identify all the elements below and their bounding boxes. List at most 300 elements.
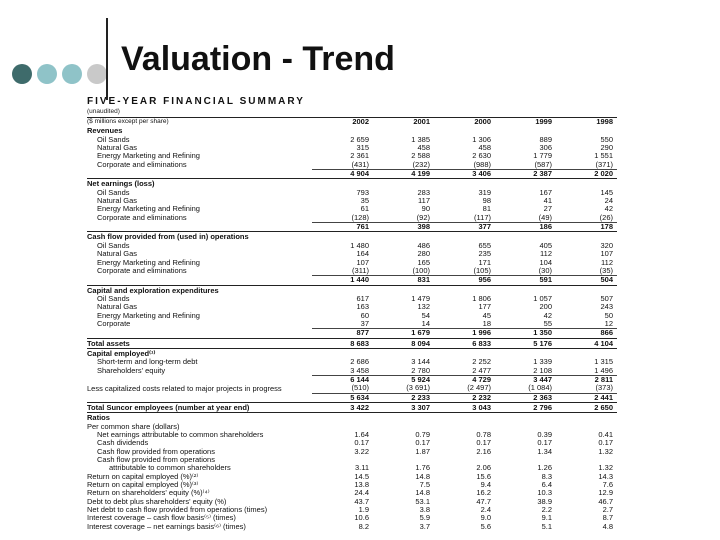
row-value: 13.8 xyxy=(354,481,369,490)
row-value xyxy=(495,126,556,135)
row-value: 1.34 xyxy=(537,447,552,456)
row-value: 243 xyxy=(600,303,613,312)
table-row xyxy=(87,423,617,431)
row-value: 2 588 xyxy=(411,152,430,161)
row-value xyxy=(312,232,373,242)
row-label: Corporate xyxy=(97,319,131,329)
row-value: (311) xyxy=(352,266,369,275)
row-value: 2 252 xyxy=(472,358,491,367)
year-header: 2000 xyxy=(474,118,491,126)
section-row xyxy=(87,338,617,348)
row-value: 306 xyxy=(539,144,552,153)
row-value: 2 659 xyxy=(350,135,369,144)
row-label: Capital employed⁽¹⁾ xyxy=(87,348,312,358)
row-value xyxy=(495,285,556,295)
row-value: 793 xyxy=(356,188,369,197)
row-label: Energy Marketing and Refining xyxy=(97,258,200,267)
row-value: 235 xyxy=(478,250,491,259)
row-value: 2 020 xyxy=(556,170,617,179)
row-label: Corporate and eliminations xyxy=(97,266,187,276)
row-value: 1.26 xyxy=(537,464,552,473)
row-label: Energy Marketing and Refining xyxy=(97,152,200,161)
row-value: 112 xyxy=(601,258,613,267)
row-value: 4.8 xyxy=(602,522,613,531)
row-value: 1 996 xyxy=(434,329,495,338)
row-value: 3 406 xyxy=(434,170,495,179)
row-label: Natural Gas xyxy=(97,197,138,206)
row-value: (105) xyxy=(473,266,491,275)
row-value: 61 xyxy=(360,205,369,214)
row-label: Energy Marketing and Refining xyxy=(97,311,200,320)
decorative-dots xyxy=(12,64,107,84)
row-value: 5 634 xyxy=(312,393,373,402)
row-value: 145 xyxy=(600,188,613,197)
table-row xyxy=(87,456,617,464)
table-row xyxy=(87,489,617,497)
row-value: 405 xyxy=(539,241,552,250)
row-value: 290 xyxy=(600,144,613,153)
row-value: (988) xyxy=(473,160,491,169)
row-value xyxy=(495,348,556,358)
row-value: 12.9 xyxy=(598,489,613,498)
row-value: 2 363 xyxy=(495,393,556,402)
row-value xyxy=(495,232,556,242)
row-value: 81 xyxy=(482,205,491,214)
table-row xyxy=(87,295,617,303)
row-value: 2 387 xyxy=(495,170,556,179)
row-value xyxy=(434,423,495,431)
row-value xyxy=(373,456,434,464)
row-value: 2.16 xyxy=(476,447,491,456)
table-row xyxy=(87,358,617,366)
row-value xyxy=(556,126,617,135)
row-value xyxy=(495,456,556,464)
row-value: 165 xyxy=(417,258,430,267)
row-value xyxy=(373,126,434,135)
row-value: 1 479 xyxy=(411,294,430,303)
row-value xyxy=(312,456,373,464)
row-value: 8.2 xyxy=(358,522,369,531)
row-value: 164 xyxy=(356,250,369,259)
section-row xyxy=(87,285,617,295)
row-value: 1 679 xyxy=(373,329,434,338)
row-value: (232) xyxy=(412,160,430,169)
row-value: 10.6 xyxy=(354,514,369,523)
total-row xyxy=(87,170,617,179)
row-value: 16.2 xyxy=(476,489,491,498)
row-value xyxy=(373,232,434,242)
row-value: 4 904 xyxy=(312,170,373,179)
row-value: 0.17 xyxy=(415,439,430,448)
row-value: 1 440 xyxy=(312,276,373,285)
row-label: Capital and exploration expenditures xyxy=(87,285,312,295)
row-value: 315 xyxy=(356,144,369,153)
row-value: 98 xyxy=(482,197,491,206)
row-value xyxy=(556,285,617,295)
row-value xyxy=(556,348,617,358)
summary-rows xyxy=(87,126,617,531)
row-label: Natural Gas xyxy=(97,303,138,312)
row-value: 14 xyxy=(421,319,430,328)
table-row xyxy=(87,481,617,489)
units-note: ($ millions except per share) xyxy=(87,118,169,125)
year-header-row xyxy=(87,118,617,126)
row-value: 107 xyxy=(356,258,369,267)
row-value xyxy=(434,348,495,358)
table-row xyxy=(87,267,617,276)
table-row xyxy=(87,189,617,197)
row-value: 14.8 xyxy=(415,472,430,481)
table-row xyxy=(87,320,617,329)
row-value: 37 xyxy=(360,319,369,328)
table-row xyxy=(87,312,617,320)
row-value: 0.17 xyxy=(354,439,369,448)
year-header: 1999 xyxy=(535,118,552,126)
table-row xyxy=(87,384,617,393)
row-value: 866 xyxy=(556,329,617,338)
row-value: 10.3 xyxy=(537,489,552,498)
row-value: 53.1 xyxy=(415,497,430,506)
row-label: Less capitalized costs related to major projects in progress xyxy=(87,384,282,393)
section-row xyxy=(87,413,617,423)
total-row xyxy=(87,393,617,402)
row-value: 42 xyxy=(604,205,613,214)
row-value xyxy=(434,179,495,189)
total-row xyxy=(87,329,617,338)
table-row xyxy=(87,250,617,258)
row-label: Corporate and eliminations xyxy=(97,160,187,169)
row-value: 1 057 xyxy=(533,294,552,303)
table-row xyxy=(87,259,617,267)
row-label: Return on shareholders' equity (%)⁽⁴⁾ xyxy=(87,489,210,498)
year-header: 2002 xyxy=(352,118,369,126)
row-value: 458 xyxy=(417,144,430,153)
row-value: 6.4 xyxy=(541,481,552,490)
table-row xyxy=(87,367,617,376)
row-label: Oil Sands xyxy=(97,241,130,250)
row-value: 1 306 xyxy=(472,135,491,144)
summary-subheading: (unaudited) xyxy=(87,108,120,115)
row-value: 90 xyxy=(421,205,430,214)
row-value xyxy=(495,413,556,423)
row-value: 2.06 xyxy=(476,464,491,473)
row-value: 591 xyxy=(495,276,556,285)
row-value: 2.4 xyxy=(480,506,491,515)
row-value: (117) xyxy=(474,213,491,222)
row-value: 2 796 xyxy=(495,403,556,413)
row-value: 2 630 xyxy=(472,152,491,161)
row-value xyxy=(312,126,373,135)
row-value: 47.7 xyxy=(476,497,491,506)
row-value xyxy=(556,413,617,423)
row-value xyxy=(495,179,556,189)
row-label: Per common share (dollars) xyxy=(87,422,180,431)
row-value: 43.7 xyxy=(354,497,369,506)
row-value: 5 924 xyxy=(373,375,434,384)
row-value: 1 480 xyxy=(350,241,369,250)
row-value: 2 811 xyxy=(556,375,617,384)
row-value: 1 315 xyxy=(594,358,613,367)
row-label xyxy=(87,375,312,384)
row-value xyxy=(312,413,373,423)
row-value: 655 xyxy=(478,241,491,250)
row-value xyxy=(495,423,556,431)
row-value: 9.1 xyxy=(541,514,552,523)
row-value: 1 806 xyxy=(472,294,491,303)
row-value: 8.7 xyxy=(602,514,613,523)
row-value: 1 385 xyxy=(411,135,430,144)
row-value: 377 xyxy=(434,223,495,232)
row-value: (1 084) xyxy=(528,384,552,393)
row-value: 132 xyxy=(417,303,430,312)
row-value: (128) xyxy=(351,213,369,222)
row-value xyxy=(434,456,495,464)
row-value: 42 xyxy=(543,311,552,320)
row-value: 15.6 xyxy=(476,472,491,481)
row-value: 107 xyxy=(600,250,613,259)
row-value: 3.7 xyxy=(419,522,430,531)
row-value: 2 686 xyxy=(350,358,369,367)
row-label xyxy=(87,223,312,232)
row-value: 3 422 xyxy=(312,403,373,413)
row-value: 5.6 xyxy=(480,522,491,531)
row-value: 1.76 xyxy=(415,464,430,473)
row-value: 7.5 xyxy=(419,481,430,490)
row-value: 186 xyxy=(495,223,556,232)
row-value: 3 043 xyxy=(434,403,495,413)
row-value: 458 xyxy=(478,144,491,153)
row-label: Natural Gas xyxy=(97,250,138,259)
row-value: 4 729 xyxy=(434,375,495,384)
row-value: 2 232 xyxy=(434,393,495,402)
row-value: 0.79 xyxy=(415,431,430,440)
row-value: 8 094 xyxy=(373,338,434,348)
row-value xyxy=(373,348,434,358)
total-row xyxy=(87,276,617,285)
row-value xyxy=(312,179,373,189)
row-value xyxy=(556,232,617,242)
row-value: 5.1 xyxy=(541,522,552,531)
row-label xyxy=(87,276,312,285)
row-value: (35) xyxy=(599,266,613,275)
title-divider xyxy=(106,18,108,100)
row-value: 3.22 xyxy=(354,447,369,456)
row-value: 1 551 xyxy=(594,152,613,161)
row-value: 2 441 xyxy=(556,393,617,402)
row-value: 3.8 xyxy=(419,506,430,515)
row-value: 3 447 xyxy=(495,375,556,384)
table-row xyxy=(87,197,617,205)
dot-dark xyxy=(12,64,32,84)
row-value: 320 xyxy=(600,241,613,250)
row-value: 2 233 xyxy=(373,393,434,402)
row-value xyxy=(556,456,617,464)
row-label: Oil Sands xyxy=(97,294,130,303)
row-label: Oil Sands xyxy=(97,188,130,197)
row-label: Ratios xyxy=(87,413,312,423)
row-value xyxy=(312,423,373,431)
row-value: 2.7 xyxy=(602,506,613,515)
table-row xyxy=(87,242,617,250)
row-value: 7.6 xyxy=(602,481,613,490)
row-value: 617 xyxy=(356,294,369,303)
row-label: Oil Sands xyxy=(97,135,130,144)
row-value: 5.9 xyxy=(419,514,430,523)
row-value: (2 497) xyxy=(467,384,491,393)
row-value: 8 683 xyxy=(312,338,373,348)
row-value: (587) xyxy=(534,160,552,169)
row-value: 3 458 xyxy=(350,366,369,375)
year-header: 2001 xyxy=(413,118,430,126)
row-value: 1 350 xyxy=(495,329,556,338)
row-value: (92) xyxy=(416,213,430,222)
row-label: Interest coverage – cash flow basis⁽⁵⁾ (times) xyxy=(87,514,236,523)
row-label: Debt to debt plus shareholders' equity (%) xyxy=(87,497,227,506)
row-label: Cash flow provided from (used in) operations xyxy=(87,232,312,242)
slide-title: Valuation - Trend xyxy=(121,40,395,78)
row-label: Return on capital employed (%)⁽²⁾ xyxy=(87,472,199,481)
row-value: 0.78 xyxy=(476,431,491,440)
row-label: Total assets xyxy=(87,338,312,348)
financial-summary-document xyxy=(87,96,617,531)
row-value: 12 xyxy=(604,319,613,328)
row-label: Shareholders' equity xyxy=(97,366,166,375)
year-header: 1998 xyxy=(596,118,613,126)
row-value xyxy=(434,285,495,295)
row-value: 8.3 xyxy=(541,472,552,481)
row-value xyxy=(434,413,495,423)
row-label: Interest coverage – net earnings basis⁽⁶⁾ (times) xyxy=(87,522,246,531)
total-row xyxy=(87,375,617,384)
row-value: 3 307 xyxy=(373,403,434,413)
row-value xyxy=(373,413,434,423)
row-value: 4 104 xyxy=(556,338,617,348)
table-row xyxy=(87,506,617,514)
row-value: 1 496 xyxy=(594,366,613,375)
row-value: 27 xyxy=(543,205,552,214)
row-value: 167 xyxy=(539,188,552,197)
row-value: 2 108 xyxy=(533,366,552,375)
row-value: 9.4 xyxy=(480,481,491,490)
row-value: 283 xyxy=(417,188,430,197)
row-value: 24.4 xyxy=(354,489,369,498)
row-value: (431) xyxy=(351,160,369,169)
row-value: 0.17 xyxy=(537,439,552,448)
table-row xyxy=(87,439,617,447)
row-value: 0.39 xyxy=(537,431,552,440)
row-value xyxy=(312,348,373,358)
row-value: 14.3 xyxy=(598,472,613,481)
row-value: 2 477 xyxy=(472,366,491,375)
row-label: attributable to common shareholders xyxy=(109,464,231,473)
table-row xyxy=(87,205,617,213)
row-value: (373) xyxy=(595,384,613,393)
row-value: 0.17 xyxy=(476,439,491,448)
financial-summary-table xyxy=(87,118,617,531)
row-value: 2 650 xyxy=(556,403,617,413)
table-row xyxy=(87,498,617,506)
row-label: Energy Marketing and Refining xyxy=(97,205,200,214)
row-value xyxy=(434,232,495,242)
row-value: 486 xyxy=(417,241,430,250)
row-value: 14.8 xyxy=(415,489,430,498)
row-label: Cash dividends xyxy=(97,439,149,448)
table-row xyxy=(87,523,617,531)
dot-light xyxy=(87,64,107,84)
row-value: 41 xyxy=(543,197,552,206)
dot-mid-2 xyxy=(62,64,82,84)
table-row xyxy=(87,303,617,311)
row-value: 3 144 xyxy=(411,358,430,367)
row-value: (3 691) xyxy=(406,384,430,393)
row-value: 319 xyxy=(478,188,491,197)
row-value: 1 779 xyxy=(533,152,552,161)
row-value: 14.5 xyxy=(354,472,369,481)
row-value: 9.0 xyxy=(480,514,491,523)
row-value: 2 780 xyxy=(411,366,430,375)
section-row xyxy=(87,179,617,189)
row-value: 38.9 xyxy=(537,497,552,506)
row-label: Return on capital employed (%)⁽³⁾ xyxy=(87,481,199,490)
row-value: 60 xyxy=(360,311,369,320)
row-value: (371) xyxy=(595,160,613,169)
row-value: (510) xyxy=(351,384,369,393)
row-value xyxy=(434,126,495,135)
table-row xyxy=(87,448,617,456)
total-row xyxy=(87,223,617,232)
table-row xyxy=(87,473,617,481)
row-value: 171 xyxy=(478,258,491,267)
row-label: Net debt to cash flow provided from operations (times) xyxy=(87,506,268,515)
row-value: 280 xyxy=(417,250,430,259)
row-value xyxy=(373,179,434,189)
row-value: 46.7 xyxy=(598,497,613,506)
row-value: 877 xyxy=(312,329,373,338)
row-label: Corporate and eliminations xyxy=(97,213,187,223)
row-value: (30) xyxy=(538,266,552,275)
row-value: 35 xyxy=(360,197,369,206)
row-value: 0.41 xyxy=(598,431,613,440)
row-value: 112 xyxy=(540,250,552,259)
row-value: 1.32 xyxy=(598,447,613,456)
row-value: 1.87 xyxy=(415,447,430,456)
row-label: Short-term and long-term debt xyxy=(97,358,198,367)
row-value: 18 xyxy=(482,319,491,328)
section-row xyxy=(87,126,617,135)
row-value: 398 xyxy=(373,223,434,232)
row-value: 761 xyxy=(312,223,373,232)
row-value: 507 xyxy=(600,294,613,303)
row-value: 2 361 xyxy=(350,152,369,161)
row-value: 831 xyxy=(373,276,434,285)
table-row xyxy=(87,464,617,472)
row-value xyxy=(556,423,617,431)
row-label: Net earnings (loss) xyxy=(87,179,312,189)
row-value: 1 339 xyxy=(533,358,552,367)
row-value xyxy=(373,423,434,431)
row-value: 889 xyxy=(539,135,552,144)
row-value: 178 xyxy=(556,223,617,232)
table-row xyxy=(87,144,617,152)
row-value: 50 xyxy=(604,311,613,320)
row-value: 5 176 xyxy=(495,338,556,348)
row-value: 117 xyxy=(418,197,430,206)
row-value: 3.11 xyxy=(354,464,369,473)
row-value: 0.17 xyxy=(598,439,613,448)
row-value: 55 xyxy=(543,319,552,328)
row-value: (100) xyxy=(412,266,430,275)
section-row xyxy=(87,348,617,358)
